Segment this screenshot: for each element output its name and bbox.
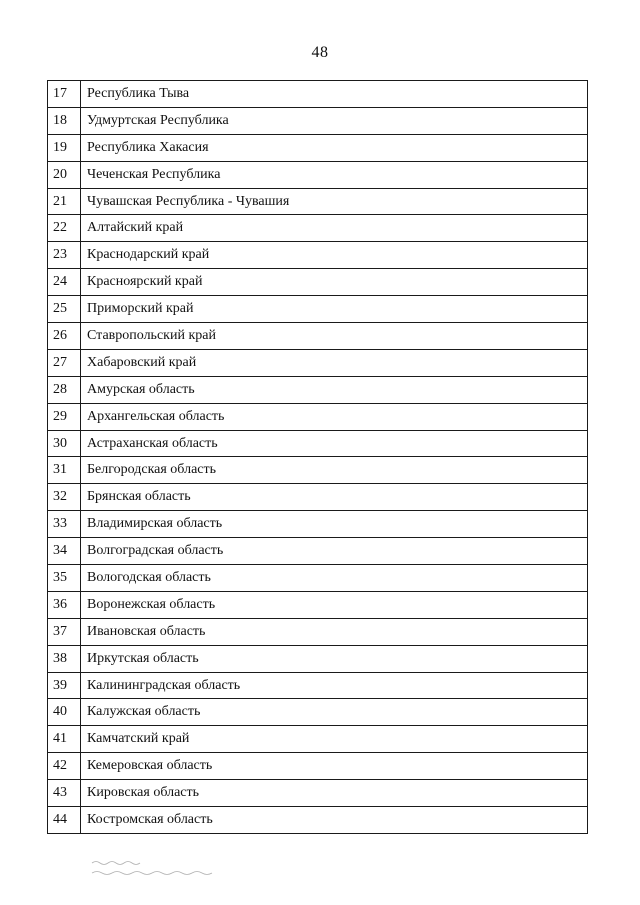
table-row bbox=[48, 753, 588, 780]
row-number-cell: 26 bbox=[48, 323, 81, 350]
table-row bbox=[48, 323, 588, 350]
table-row bbox=[48, 538, 588, 565]
region-name-cell: Камчатский край bbox=[81, 726, 588, 753]
region-name-cell: Калининградская область bbox=[81, 672, 588, 699]
region-name-cell: Брянская область bbox=[81, 484, 588, 511]
row-number-cell: 29 bbox=[48, 403, 81, 430]
table-row bbox=[48, 565, 588, 592]
row-number-cell: 40 bbox=[48, 699, 81, 726]
region-name-cell: Алтайский край bbox=[81, 215, 588, 242]
row-number-cell: 20 bbox=[48, 161, 81, 188]
table-row bbox=[48, 403, 588, 430]
table-row bbox=[48, 807, 588, 834]
table-row bbox=[48, 699, 588, 726]
table-row bbox=[48, 591, 588, 618]
region-name-cell: Астраханская область bbox=[81, 430, 588, 457]
row-number-cell: 42 bbox=[48, 753, 81, 780]
row-number-cell: 22 bbox=[48, 215, 81, 242]
row-number-cell: 30 bbox=[48, 430, 81, 457]
region-name-cell: Вологодская область bbox=[81, 565, 588, 592]
region-name-cell: Иркутская область bbox=[81, 645, 588, 672]
row-number-cell: 36 bbox=[48, 591, 81, 618]
table-row bbox=[48, 672, 588, 699]
region-name-cell: Хабаровский край bbox=[81, 349, 588, 376]
table-row bbox=[48, 457, 588, 484]
table-row bbox=[48, 484, 588, 511]
row-number-cell: 43 bbox=[48, 780, 81, 807]
row-number-cell: 24 bbox=[48, 269, 81, 296]
region-name-cell: Кемеровская область bbox=[81, 753, 588, 780]
row-number-cell: 21 bbox=[48, 188, 81, 215]
page-number: 48 bbox=[311, 44, 329, 61]
table-row bbox=[48, 107, 588, 134]
table-row bbox=[48, 645, 588, 672]
region-name-cell: Красноярский край bbox=[81, 269, 588, 296]
region-name-cell: Костромская область bbox=[81, 807, 588, 834]
row-number-cell: 38 bbox=[48, 645, 81, 672]
region-name-cell: Ставропольский край bbox=[81, 323, 588, 350]
region-name-cell: Чувашская Республика - Чувашия bbox=[81, 188, 588, 215]
table-row bbox=[48, 81, 588, 108]
region-name-cell: Белгородская область bbox=[81, 457, 588, 484]
row-number-cell: 27 bbox=[48, 349, 81, 376]
table-row bbox=[48, 161, 588, 188]
table-row bbox=[48, 349, 588, 376]
row-number-cell: 35 bbox=[48, 565, 81, 592]
row-number-cell: 19 bbox=[48, 134, 81, 161]
region-name-cell: Воронежская область bbox=[81, 591, 588, 618]
region-name-cell: Амурская область bbox=[81, 376, 588, 403]
table-row bbox=[48, 726, 588, 753]
row-number-cell: 18 bbox=[48, 107, 81, 134]
region-name-cell: Республика Тыва bbox=[81, 81, 588, 108]
table-row bbox=[48, 188, 588, 215]
row-number-cell: 17 bbox=[48, 81, 81, 108]
row-number-cell: 32 bbox=[48, 484, 81, 511]
table-row bbox=[48, 296, 588, 323]
row-number-cell: 33 bbox=[48, 511, 81, 538]
region-name-cell: Калужская область bbox=[81, 699, 588, 726]
table-row bbox=[48, 511, 588, 538]
region-name-cell: Республика Хакасия bbox=[81, 134, 588, 161]
region-name-cell: Архангельская область bbox=[81, 403, 588, 430]
regions-table-body bbox=[48, 81, 588, 834]
row-number-cell: 31 bbox=[48, 457, 81, 484]
row-number-cell: 28 bbox=[48, 376, 81, 403]
faint-stamp-scribble bbox=[90, 857, 220, 879]
table-row bbox=[48, 134, 588, 161]
region-name-cell: Ивановская область bbox=[81, 618, 588, 645]
table-row bbox=[48, 242, 588, 269]
row-number-cell: 39 bbox=[48, 672, 81, 699]
region-name-cell: Приморский край bbox=[81, 296, 588, 323]
table-row bbox=[48, 269, 588, 296]
region-name-cell: Владимирская область bbox=[81, 511, 588, 538]
row-number-cell: 41 bbox=[48, 726, 81, 753]
table-row bbox=[48, 780, 588, 807]
region-name-cell: Удмуртская Республика bbox=[81, 107, 588, 134]
row-number-cell: 23 bbox=[48, 242, 81, 269]
table-row bbox=[48, 618, 588, 645]
region-name-cell: Чеченская Республика bbox=[81, 161, 588, 188]
table-row bbox=[48, 376, 588, 403]
row-number-cell: 25 bbox=[48, 296, 81, 323]
region-name-cell: Кировская область bbox=[81, 780, 588, 807]
region-name-cell: Волгоградская область bbox=[81, 538, 588, 565]
regions-table bbox=[47, 80, 588, 834]
table-row bbox=[48, 215, 588, 242]
scan-stamp-mark bbox=[90, 857, 220, 882]
region-name-cell: Краснодарский край bbox=[81, 242, 588, 269]
row-number-cell: 44 bbox=[48, 807, 81, 834]
table-row bbox=[48, 430, 588, 457]
row-number-cell: 37 bbox=[48, 618, 81, 645]
row-number-cell: 34 bbox=[48, 538, 81, 565]
